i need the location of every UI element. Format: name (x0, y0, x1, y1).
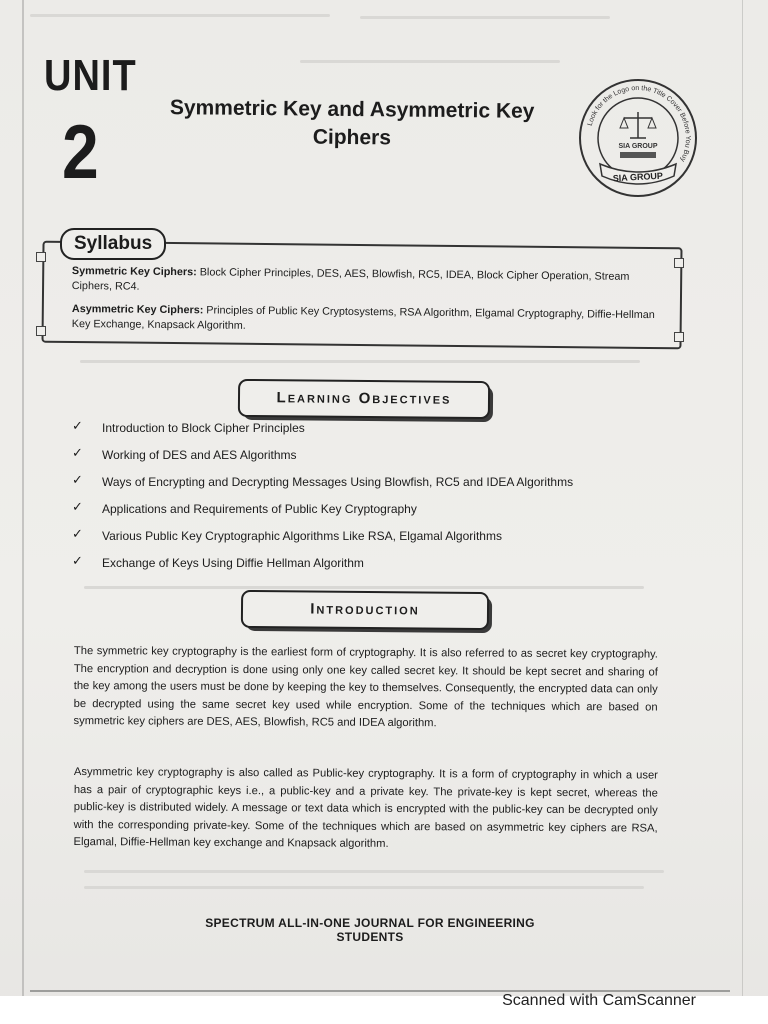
bleed-through (84, 886, 644, 889)
intro-paragraph-2: Asymmetric key cryptography is also called as Public-key cryptography. It is a form of cryptography in which a user has a pair of cryptographic keys i.e., a public-key and a private key. The private-key is kept secret, whereas the public-key is distributed widely. A message or text data which is encrypted with the public-key can be decrypted only with the corresponding private-key. Some of the techniques which are based on asymmetric key ciphers are RSA, Elgamal, Diffie-Hellman key exchange and Knapsack algorithm. (73, 765, 658, 850)
bleed-through (30, 14, 330, 17)
unit-label: UNIT (44, 52, 137, 101)
syllabus-item-text: Block Cipher Principles, DES, AES, Blowfish, RC5, IDEA, Block Cipher Operation, Stream Ciphers, RC4. (71, 266, 630, 293)
page-edge-right (742, 0, 743, 1000)
camscanner-watermark: Scanned with CamScanner (502, 992, 696, 1009)
check-icon: ✓ (72, 445, 83, 460)
list-item: ✓ Working of DES and AES Algorithms (72, 445, 297, 462)
intro-paragraph-1: The symmetric key cryptography is the earliest form of cryptography. It is also referred to as secret key cryptography. The encryption and decryption is done using only one key called secret key. It should be kept secret and sharing of the key among the users must be done by keeping the key to themselves. Consequently, the encrypted data can only be decrypted using the same secret key used while encryption. Some of the techniques which are based on symmetric key ciphers are DES, AES, Blowfish, RC5 and IDEA algorithm. (73, 644, 658, 730)
seal-bottom-text: SIA GROUP (612, 170, 664, 184)
learning-objectives-list (72, 418, 632, 580)
seal-ring-text: Look for the Logo on the Title Cover Before You Buy (586, 84, 692, 163)
syllabus-item-text: Principles of Public Key Cryptosystems, RSA Algorithm, Elgamal Cryptography, Diffie-Hellman Key Exchange, Knapsack Algorithm. (71, 304, 655, 332)
page-edge-left (22, 0, 24, 1000)
syllabus-item-asymmetric (72, 302, 664, 338)
check-icon: ✓ (72, 553, 83, 568)
bleed-through (80, 360, 640, 363)
list-item: ✓ Ways of Encrypting and Decrypting Messages Using Blowfish, RC5 and IDEA Algorithms (72, 472, 574, 489)
scales-icon (620, 112, 656, 138)
learning-objectives-heading: Learning Objectives (238, 379, 490, 419)
sia-group-seal (576, 76, 700, 200)
syllabus-label: Syllabus (60, 228, 166, 260)
chapter-title-line1: Symmetric Key and Asymmetric Key (169, 96, 535, 123)
list-item: ✓ Introduction to Block Cipher Principles (72, 418, 305, 435)
bleed-through (84, 870, 664, 873)
box-notch (36, 326, 46, 336)
syllabus-item-heading: Symmetric Key Ciphers: (71, 264, 197, 279)
bleed-through (300, 60, 560, 63)
seal-center-text: SIA GROUP (618, 143, 658, 150)
list-item: ✓ Various Public Key Cryptographic Algorithms Like RSA, Elgamal Algorithms (72, 526, 502, 543)
check-icon: ✓ (72, 499, 83, 514)
journal-footer: SPECTRUM ALL-IN-ONE JOURNAL FOR ENGINEERING STUDENTS (205, 916, 535, 944)
box-notch (674, 332, 684, 342)
bleed-through (360, 16, 610, 19)
list-item: ✓ Exchange of Keys Using Diffie Hellman Algorithm (72, 553, 364, 570)
bleed-through (84, 586, 644, 589)
check-icon: ✓ (72, 526, 83, 541)
list-item: ✓ Applications and Requirements of Public Key Cryptography (72, 499, 417, 516)
chapter-title-line2: Ciphers (312, 125, 392, 150)
check-icon: ✓ (72, 472, 83, 487)
unit-number: 2 (62, 109, 99, 195)
seal-bar (620, 152, 656, 158)
introduction-heading: Introduction (241, 590, 489, 630)
check-icon: ✓ (72, 418, 83, 433)
syllabus-item-heading: Asymmetric Key Ciphers: (71, 302, 204, 317)
chapter-title (152, 94, 553, 154)
syllabus-item-symmetric (72, 264, 664, 300)
box-notch (674, 258, 684, 268)
box-notch (36, 252, 46, 262)
